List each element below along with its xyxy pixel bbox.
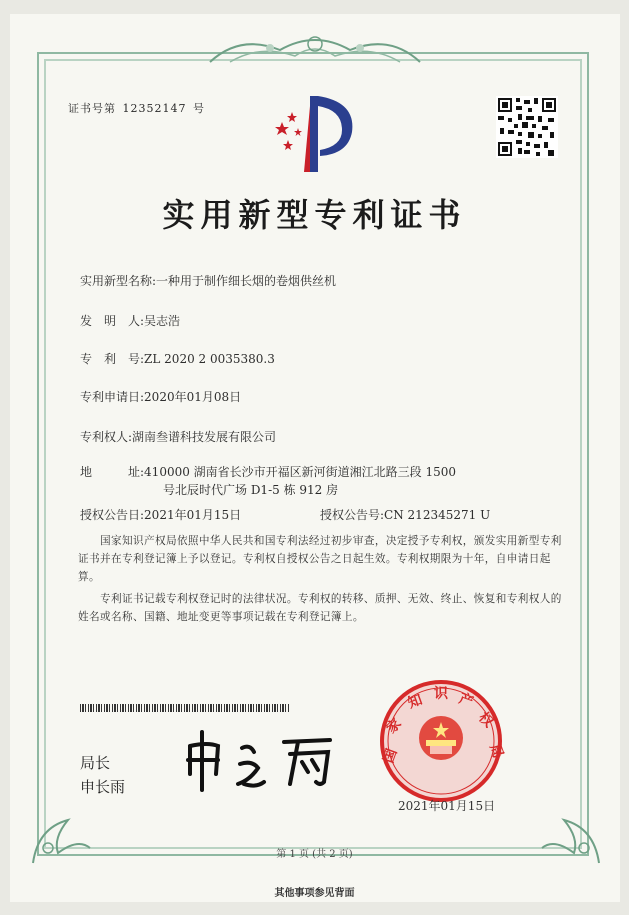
grant-date-label: 授权公告日: bbox=[80, 508, 145, 522]
body-paragraph-1: 国家知识产权局依照中华人民共和国专利法经过初步审查，决定授予专利权，颁发实用新型专利证书并在专利登记簿上予以登记。专利权自授权公告之日起生效。专利权期限为十年，自申请日起算。 bbox=[78, 535, 562, 583]
director-signature-icon bbox=[180, 724, 340, 794]
seal-date: 2021年01月15日 bbox=[398, 799, 496, 813]
footer-note: 其他事项参见背面 bbox=[274, 888, 355, 899]
inventor-row bbox=[80, 312, 180, 329]
patent-number-row bbox=[80, 350, 275, 367]
patentee-value: 湖南叁谱科技发展有限公司 bbox=[132, 430, 277, 444]
certificate-number-suffix: 号 bbox=[193, 102, 205, 115]
body-paragraph-2: 专利证书记载专利权登记时的法律状况。专利权的转移、质押、无效、终止、恢复和专利权人的姓名或名称、国籍、地址变更等事项记载在专利登记簿上。 bbox=[78, 593, 562, 623]
filing-date-row bbox=[80, 388, 241, 405]
svg-text:家: 家 bbox=[383, 715, 405, 737]
grant-date-value: 2021年01月15日 bbox=[144, 508, 242, 522]
official-seal-icon bbox=[378, 678, 507, 804]
director-title: 局长 bbox=[80, 754, 111, 772]
filing-date-value: 2020年01月08日 bbox=[144, 390, 242, 404]
svg-text:国: 国 bbox=[380, 746, 401, 766]
grant-number-label: 授权公告号: bbox=[320, 508, 385, 522]
certificate-number-label: 证书号第 bbox=[68, 102, 116, 115]
director-name: 申长雨 bbox=[80, 778, 126, 796]
inventor-value: 吴志浩 bbox=[144, 314, 181, 328]
grant-number-row bbox=[320, 506, 490, 523]
grant-number-value: CN 212345271 U bbox=[384, 508, 491, 522]
qr-code-icon bbox=[496, 96, 558, 158]
certificate-number-value: 12352147 bbox=[122, 102, 187, 115]
utility-name-row bbox=[80, 272, 336, 289]
patentee-label: 专利权人: bbox=[80, 430, 133, 444]
inventor-label: 发 明 人: bbox=[80, 314, 145, 328]
page-number: 第 1 页 (共 2 页) bbox=[276, 849, 353, 860]
certificate-title: 实用新型专利证书 bbox=[162, 196, 467, 234]
top-ornament-icon bbox=[200, 28, 430, 70]
utility-name-value: 一种用于制作细长烟的卷烟供丝机 bbox=[156, 274, 337, 288]
svg-text:产: 产 bbox=[456, 690, 476, 711]
barcode-icon bbox=[80, 704, 290, 712]
grant-date-row bbox=[80, 506, 241, 523]
svg-text:权: 权 bbox=[475, 709, 497, 731]
patent-number-value: ZL 2020 2 0035380.3 bbox=[144, 352, 275, 366]
address-line-1: 410000 湖南省长沙市开福区新河街道湘江北路三段 1500 bbox=[144, 465, 457, 479]
certificate-number bbox=[66, 100, 205, 116]
filing-date-label: 专利申请日: bbox=[80, 390, 145, 404]
cnipa-logo-icon bbox=[268, 92, 364, 178]
svg-text:局: 局 bbox=[486, 741, 507, 761]
svg-text:识: 识 bbox=[434, 686, 448, 702]
address-label: 地 址: bbox=[80, 465, 145, 479]
svg-text:知: 知 bbox=[405, 691, 425, 712]
address-row bbox=[80, 463, 456, 480]
address-line-2: 号北辰时代广场 D1-5 栋 912 房 bbox=[163, 483, 339, 497]
patentee-row bbox=[80, 428, 276, 445]
patent-number-label: 专 利 号: bbox=[80, 352, 145, 366]
utility-name-label: 实用新型名称: bbox=[80, 274, 157, 288]
